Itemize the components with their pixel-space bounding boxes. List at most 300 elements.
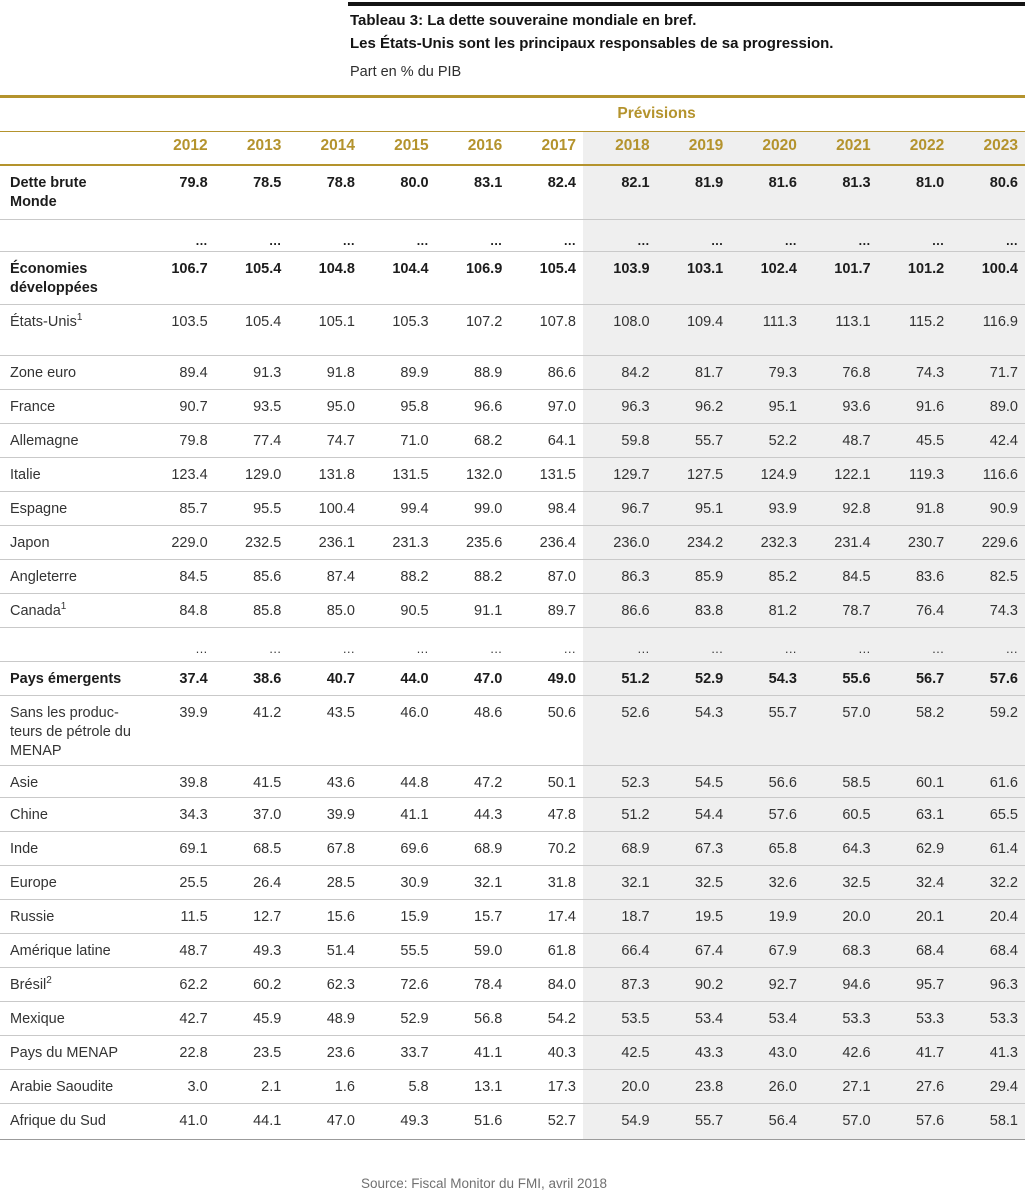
value-cell: 87.3 xyxy=(583,968,657,1002)
row-label: Pays du MENAP xyxy=(0,1036,141,1070)
value-cell: ... xyxy=(878,628,952,662)
value-cell: 58.2 xyxy=(878,696,952,766)
value-cell: 87.4 xyxy=(288,560,362,594)
value-cell: 84.5 xyxy=(804,560,878,594)
value-cell: 85.2 xyxy=(730,560,804,594)
year-header: 2021 xyxy=(804,132,878,165)
value-cell: 64.3 xyxy=(804,832,878,866)
value-cell: 232.5 xyxy=(215,526,289,560)
value-cell: 67.9 xyxy=(730,934,804,968)
value-cell: 54.3 xyxy=(657,696,731,766)
value-cell: 68.5 xyxy=(215,832,289,866)
value-cell: 85.7 xyxy=(141,492,215,526)
value-cell: 55.5 xyxy=(362,934,436,968)
value-cell: 62.9 xyxy=(878,832,952,866)
value-cell: 100.4 xyxy=(288,492,362,526)
value-cell: 50.6 xyxy=(509,696,583,766)
row-label: Zone euro xyxy=(0,356,141,390)
value-cell: 57.6 xyxy=(951,662,1025,696)
value-cell: 27.6 xyxy=(878,1070,952,1104)
value-cell: 83.6 xyxy=(878,560,952,594)
table-row xyxy=(0,1070,1025,1104)
value-cell: 53.3 xyxy=(951,1002,1025,1036)
row-label: Arabie Saoudite xyxy=(0,1070,141,1104)
value-cell: 111.3 xyxy=(730,305,804,356)
value-cell: 52.2 xyxy=(730,424,804,458)
value-cell: 60.2 xyxy=(215,968,289,1002)
value-cell: 42.4 xyxy=(951,424,1025,458)
value-cell: 91.8 xyxy=(878,492,952,526)
value-cell: 32.6 xyxy=(730,866,804,900)
value-cell: 60.1 xyxy=(878,766,952,798)
value-cell: 5.8 xyxy=(362,1070,436,1104)
value-cell: ... xyxy=(730,220,804,252)
value-cell: 85.6 xyxy=(215,560,289,594)
value-cell: 55.6 xyxy=(804,662,878,696)
value-cell: 59.0 xyxy=(436,934,510,968)
value-cell: 40.3 xyxy=(509,1036,583,1070)
table-row xyxy=(0,662,1025,696)
value-cell: 12.7 xyxy=(215,900,289,934)
value-cell: 105.4 xyxy=(215,305,289,356)
footnote-marker: 2 xyxy=(46,975,52,987)
value-cell: 42.7 xyxy=(141,1002,215,1036)
value-cell: 68.4 xyxy=(951,934,1025,968)
value-cell: 235.6 xyxy=(436,526,510,560)
value-cell: ... xyxy=(141,220,215,252)
value-cell: 42.5 xyxy=(583,1036,657,1070)
value-cell: 103.1 xyxy=(657,252,731,305)
title-block xyxy=(350,9,833,55)
value-cell: 230.7 xyxy=(878,526,952,560)
value-cell: 108.0 xyxy=(583,305,657,356)
value-cell: 52.6 xyxy=(583,696,657,766)
value-cell: 59.2 xyxy=(951,696,1025,766)
value-cell: 91.8 xyxy=(288,356,362,390)
value-cell: 64.1 xyxy=(509,424,583,458)
value-cell: 63.1 xyxy=(878,798,952,832)
value-cell: 91.1 xyxy=(436,594,510,628)
value-cell: 93.9 xyxy=(730,492,804,526)
table-row xyxy=(0,252,1025,305)
value-cell: 88.9 xyxy=(436,356,510,390)
row-label: Asie xyxy=(0,766,141,798)
table-row xyxy=(0,934,1025,968)
table-row xyxy=(0,390,1025,424)
table-row xyxy=(0,866,1025,900)
value-cell: 69.1 xyxy=(141,832,215,866)
value-cell: 95.1 xyxy=(657,492,731,526)
value-cell: 96.7 xyxy=(583,492,657,526)
value-cell: 103.9 xyxy=(583,252,657,305)
value-cell: 47.0 xyxy=(288,1104,362,1140)
value-cell: ... xyxy=(288,220,362,252)
table-row xyxy=(0,220,1025,252)
value-cell: 13.1 xyxy=(436,1070,510,1104)
value-cell: ... xyxy=(878,220,952,252)
forecast-header-row xyxy=(0,97,1025,132)
table-row xyxy=(0,900,1025,934)
value-cell: 105.4 xyxy=(215,252,289,305)
value-cell: 81.0 xyxy=(878,165,952,220)
year-header: 2012 xyxy=(141,132,215,165)
value-cell: 55.7 xyxy=(657,1104,731,1140)
table-row xyxy=(0,1002,1025,1036)
value-cell: 129.0 xyxy=(215,458,289,492)
value-cell: 45.5 xyxy=(878,424,952,458)
value-cell: 86.6 xyxy=(509,356,583,390)
value-cell: 41.0 xyxy=(141,1104,215,1140)
table-row xyxy=(0,594,1025,628)
value-cell: 39.9 xyxy=(288,798,362,832)
value-cell: 52.7 xyxy=(509,1104,583,1140)
value-cell: 124.9 xyxy=(730,458,804,492)
row-label: Mexique xyxy=(0,1002,141,1036)
value-cell: 74.3 xyxy=(878,356,952,390)
value-cell: 89.7 xyxy=(509,594,583,628)
value-cell: 86.3 xyxy=(583,560,657,594)
value-cell: 49.3 xyxy=(215,934,289,968)
table-row xyxy=(0,356,1025,390)
value-cell: 69.6 xyxy=(362,832,436,866)
value-cell: 27.1 xyxy=(804,1070,878,1104)
value-cell: 71.0 xyxy=(362,424,436,458)
value-cell: ... xyxy=(509,220,583,252)
table-row xyxy=(0,628,1025,662)
table-body xyxy=(0,165,1025,1140)
row-label: Japon xyxy=(0,526,141,560)
row-label: Pays émergents xyxy=(0,662,141,696)
value-cell: 123.4 xyxy=(141,458,215,492)
value-cell: 1.6 xyxy=(288,1070,362,1104)
value-cell: 51.2 xyxy=(583,662,657,696)
value-cell: 132.0 xyxy=(436,458,510,492)
value-cell: 48.6 xyxy=(436,696,510,766)
value-cell: 32.1 xyxy=(436,866,510,900)
value-cell: 116.9 xyxy=(951,305,1025,356)
value-cell: 127.5 xyxy=(657,458,731,492)
footnote-marker: 1 xyxy=(60,601,67,613)
value-cell: 19.5 xyxy=(657,900,731,934)
value-cell: 99.4 xyxy=(362,492,436,526)
value-cell: 87.0 xyxy=(509,560,583,594)
value-cell: 93.5 xyxy=(215,390,289,424)
value-cell: 102.4 xyxy=(730,252,804,305)
year-header: 2017 xyxy=(509,132,583,165)
value-cell: 47.0 xyxy=(436,662,510,696)
row-label: Inde xyxy=(0,832,141,866)
value-cell: 38.6 xyxy=(215,662,289,696)
value-cell: 49.3 xyxy=(362,1104,436,1140)
value-cell: 62.2 xyxy=(141,968,215,1002)
value-cell: 109.4 xyxy=(657,305,731,356)
value-cell: 236.0 xyxy=(583,526,657,560)
value-cell: 90.5 xyxy=(362,594,436,628)
value-cell: 74.7 xyxy=(288,424,362,458)
row-label: Chine xyxy=(0,798,141,832)
value-cell: 39.9 xyxy=(141,696,215,766)
value-cell: 57.6 xyxy=(878,1104,952,1140)
value-cell: ... xyxy=(362,220,436,252)
value-cell: 33.7 xyxy=(362,1036,436,1070)
value-cell: 84.2 xyxy=(583,356,657,390)
value-cell: 41.2 xyxy=(215,696,289,766)
value-cell: 34.3 xyxy=(141,798,215,832)
value-cell: 85.0 xyxy=(288,594,362,628)
value-cell: 68.2 xyxy=(436,424,510,458)
value-cell: 104.4 xyxy=(362,252,436,305)
value-cell: 53.5 xyxy=(583,1002,657,1036)
value-cell: 3.0 xyxy=(141,1070,215,1104)
value-cell: 54.5 xyxy=(657,766,731,798)
value-cell: 50.1 xyxy=(509,766,583,798)
value-cell: 31.8 xyxy=(509,866,583,900)
value-cell: 57.6 xyxy=(730,798,804,832)
debt-table xyxy=(0,95,1025,1140)
value-cell: 53.3 xyxy=(804,1002,878,1036)
table-row xyxy=(0,1104,1025,1140)
row-label: Amérique latine xyxy=(0,934,141,968)
value-cell: 96.3 xyxy=(583,390,657,424)
value-cell: 80.6 xyxy=(951,165,1025,220)
value-cell: ... xyxy=(657,220,731,252)
value-cell: 15.7 xyxy=(436,900,510,934)
value-cell: 15.6 xyxy=(288,900,362,934)
value-cell: 131.5 xyxy=(362,458,436,492)
value-cell: 105.3 xyxy=(362,305,436,356)
value-cell: 57.0 xyxy=(804,696,878,766)
value-cell: ... xyxy=(583,220,657,252)
value-cell: 19.9 xyxy=(730,900,804,934)
value-cell: 20.4 xyxy=(951,900,1025,934)
value-cell: 51.4 xyxy=(288,934,362,968)
value-cell: 67.3 xyxy=(657,832,731,866)
value-cell: 107.2 xyxy=(436,305,510,356)
value-cell: 47.8 xyxy=(509,798,583,832)
value-cell: 26.0 xyxy=(730,1070,804,1104)
value-cell: ... xyxy=(436,220,510,252)
value-cell: 53.4 xyxy=(730,1002,804,1036)
years-header-label-cell xyxy=(0,132,141,165)
value-cell: 37.4 xyxy=(141,662,215,696)
row-label: États-Unis$^1$ xyxy=(0,305,141,356)
row-label: Économies développées xyxy=(0,252,141,305)
value-cell: 17.4 xyxy=(509,900,583,934)
value-cell: 91.3 xyxy=(215,356,289,390)
value-cell: 23.5 xyxy=(215,1036,289,1070)
value-cell: 92.8 xyxy=(804,492,878,526)
value-cell: 68.9 xyxy=(583,832,657,866)
value-cell: 82.1 xyxy=(583,165,657,220)
years-header-row xyxy=(0,132,1025,165)
value-cell: 56.4 xyxy=(730,1104,804,1140)
value-cell: 92.7 xyxy=(730,968,804,1002)
value-cell: ... xyxy=(951,220,1025,252)
value-cell: 17.3 xyxy=(509,1070,583,1104)
value-cell: 88.2 xyxy=(362,560,436,594)
value-cell: 91.6 xyxy=(878,390,952,424)
value-cell: 47.2 xyxy=(436,766,510,798)
value-cell: 80.0 xyxy=(362,165,436,220)
table-row xyxy=(0,526,1025,560)
value-cell: ... xyxy=(583,628,657,662)
value-cell: ... xyxy=(215,628,289,662)
value-cell: 26.4 xyxy=(215,866,289,900)
table-row xyxy=(0,696,1025,766)
row-label xyxy=(0,628,141,662)
value-cell: 85.9 xyxy=(657,560,731,594)
value-cell: 78.5 xyxy=(215,165,289,220)
value-cell: 105.4 xyxy=(509,252,583,305)
value-cell: 82.5 xyxy=(951,560,1025,594)
value-cell: 52.9 xyxy=(657,662,731,696)
value-cell: 79.8 xyxy=(141,165,215,220)
footnote-marker: 1 xyxy=(76,312,83,324)
value-cell: 101.7 xyxy=(804,252,878,305)
value-cell: 60.5 xyxy=(804,798,878,832)
value-cell: 41.5 xyxy=(215,766,289,798)
table-row xyxy=(0,1036,1025,1070)
value-cell: ... xyxy=(141,628,215,662)
row-label: Canada$^1$ xyxy=(0,594,141,628)
value-cell: 54.4 xyxy=(657,798,731,832)
value-cell: 44.8 xyxy=(362,766,436,798)
row-label: Espagne xyxy=(0,492,141,526)
value-cell: 98.4 xyxy=(509,492,583,526)
value-cell: 71.7 xyxy=(951,356,1025,390)
value-cell: 61.4 xyxy=(951,832,1025,866)
forecast-label: Prévisions xyxy=(583,97,730,132)
table-subtitle: Les États-Unis sont les principaux responsables de sa progression. xyxy=(350,35,834,52)
year-header: 2014 xyxy=(288,132,362,165)
table-row xyxy=(0,798,1025,832)
value-cell: 62.3 xyxy=(288,968,362,1002)
value-cell: 89.9 xyxy=(362,356,436,390)
value-cell: 32.4 xyxy=(878,866,952,900)
value-cell: 54.9 xyxy=(583,1104,657,1140)
value-cell: 18.7 xyxy=(583,900,657,934)
value-cell: 231.3 xyxy=(362,526,436,560)
value-cell: 40.7 xyxy=(288,662,362,696)
source-note: Source: Fiscal Monitor du FMI, avril 2018 xyxy=(360,1176,608,1191)
value-cell: 56.8 xyxy=(436,1002,510,1036)
value-cell: 234.2 xyxy=(657,526,731,560)
value-cell: 45.9 xyxy=(215,1002,289,1036)
value-cell: 57.0 xyxy=(804,1104,878,1140)
row-label: Afrique du Sud xyxy=(0,1104,141,1140)
value-cell: 30.9 xyxy=(362,866,436,900)
value-cell: 46.0 xyxy=(362,696,436,766)
value-cell: 229.6 xyxy=(951,526,1025,560)
value-cell: 41.7 xyxy=(878,1036,952,1070)
value-cell: 44.3 xyxy=(436,798,510,832)
row-label: France xyxy=(0,390,141,424)
value-cell: 48.7 xyxy=(804,424,878,458)
value-cell: 79.3 xyxy=(730,356,804,390)
value-cell: 94.6 xyxy=(804,968,878,1002)
value-cell: 68.3 xyxy=(804,934,878,968)
value-cell: 229.0 xyxy=(141,526,215,560)
value-cell: ... xyxy=(362,628,436,662)
value-cell: 61.6 xyxy=(951,766,1025,798)
value-cell: 67.4 xyxy=(657,934,731,968)
value-cell: 85.8 xyxy=(215,594,289,628)
value-cell: 96.2 xyxy=(657,390,731,424)
value-cell: 55.7 xyxy=(730,696,804,766)
table-row xyxy=(0,832,1025,866)
value-cell: 84.5 xyxy=(141,560,215,594)
value-cell: 97.0 xyxy=(509,390,583,424)
value-cell: 44.1 xyxy=(215,1104,289,1140)
value-cell: 106.7 xyxy=(141,252,215,305)
value-cell: 20.0 xyxy=(804,900,878,934)
value-cell: 77.4 xyxy=(215,424,289,458)
value-cell: 107.8 xyxy=(509,305,583,356)
value-cell: 99.0 xyxy=(436,492,510,526)
value-cell: 65.8 xyxy=(730,832,804,866)
value-cell: 100.4 xyxy=(951,252,1025,305)
value-cell: 78.7 xyxy=(804,594,878,628)
table-title: Tableau 3: La dette souveraine mondiale en bref. xyxy=(350,12,697,29)
value-cell: 20.1 xyxy=(878,900,952,934)
table-row xyxy=(0,968,1025,1002)
row-label: Dette brute Monde xyxy=(0,165,141,220)
row-label: Brésil$^2$ xyxy=(0,968,141,1002)
value-cell: 67.8 xyxy=(288,832,362,866)
value-cell: 236.1 xyxy=(288,526,362,560)
value-cell: 49.0 xyxy=(509,662,583,696)
value-cell: 105.1 xyxy=(288,305,362,356)
value-cell: 82.4 xyxy=(509,165,583,220)
value-cell: ... xyxy=(730,628,804,662)
value-cell: 89.4 xyxy=(141,356,215,390)
value-cell: 48.7 xyxy=(141,934,215,968)
value-cell: 95.1 xyxy=(730,390,804,424)
value-cell: 41.3 xyxy=(951,1036,1025,1070)
year-header: 2016 xyxy=(436,132,510,165)
value-cell: 52.9 xyxy=(362,1002,436,1036)
value-cell: 32.5 xyxy=(804,866,878,900)
year-header: 2013 xyxy=(215,132,289,165)
table-row xyxy=(0,560,1025,594)
value-cell: 74.3 xyxy=(951,594,1025,628)
value-cell: 43.5 xyxy=(288,696,362,766)
value-cell: 44.0 xyxy=(362,662,436,696)
value-cell: ... xyxy=(657,628,731,662)
value-cell: ... xyxy=(436,628,510,662)
value-cell: 48.9 xyxy=(288,1002,362,1036)
value-cell: 78.8 xyxy=(288,165,362,220)
value-cell: 32.2 xyxy=(951,866,1025,900)
value-cell: 53.4 xyxy=(657,1002,731,1036)
value-cell: 37.0 xyxy=(215,798,289,832)
value-cell: 76.8 xyxy=(804,356,878,390)
value-cell: 56.7 xyxy=(878,662,952,696)
value-cell: 58.1 xyxy=(951,1104,1025,1140)
value-cell: 78.4 xyxy=(436,968,510,1002)
value-cell: 59.8 xyxy=(583,424,657,458)
value-cell: 232.3 xyxy=(730,526,804,560)
value-cell: 115.2 xyxy=(878,305,952,356)
value-cell: 41.1 xyxy=(436,1036,510,1070)
year-header: 2018 xyxy=(583,132,657,165)
value-cell: 61.8 xyxy=(509,934,583,968)
value-cell: 96.6 xyxy=(436,390,510,424)
value-cell: 23.6 xyxy=(288,1036,362,1070)
value-cell: 11.5 xyxy=(141,900,215,934)
value-cell: 22.8 xyxy=(141,1036,215,1070)
value-cell: 70.2 xyxy=(509,832,583,866)
